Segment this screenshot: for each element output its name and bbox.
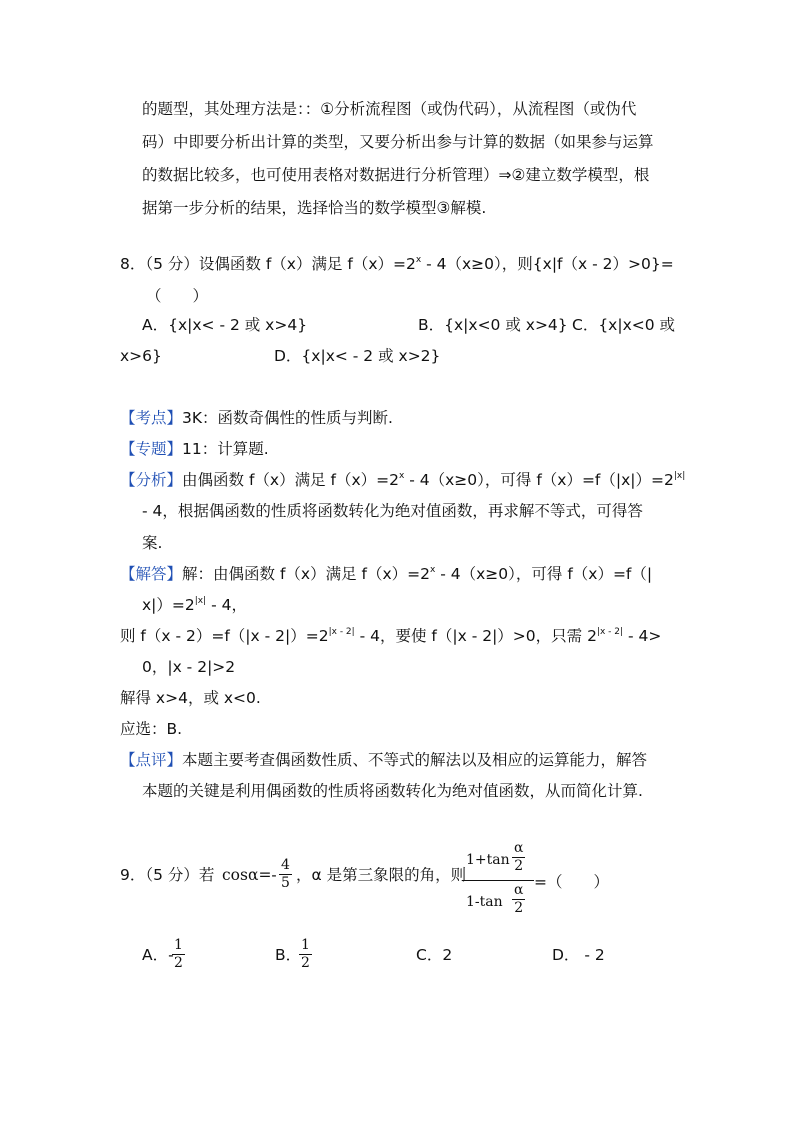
q9-mid: ，α 是第三象限的角，则 xyxy=(296,866,467,884)
intro-line-4: 据第一步分析的结果，选择恰当的数学模型③解模. xyxy=(142,199,487,217)
q9-frac-den: 5 xyxy=(281,875,290,891)
q8-option-d: D．{x|x< - 2 或 x>2} xyxy=(274,347,441,365)
q9-half-bot-num: α xyxy=(514,882,524,898)
zhuanti-tag: 【专题】 xyxy=(120,440,183,458)
q9-option-a-frac xyxy=(172,937,185,972)
q8-stem xyxy=(120,253,674,275)
q8-stem-a: 8．（5 分）设偶函数 f（x）满足 f（x）=2 xyxy=(120,255,416,273)
q9-big-den: 1-tan xyxy=(466,894,503,910)
dianping-line-1 xyxy=(120,749,647,771)
intro-line-2: 码）中即要分析出计算的类型，又要分析出参与计算的数据（如果参与运算 xyxy=(142,133,654,151)
q9-num: 9．（5 分）若 xyxy=(120,866,215,884)
fenxi-b: - 4（x≥0），可得 f（x）=f（|x|）=2 xyxy=(404,471,674,489)
q9-option-c: C．2 xyxy=(416,946,453,964)
q9-opt-a-den: 2 xyxy=(174,955,183,971)
solution-line-6: 应选：B. xyxy=(120,720,183,738)
jieda-line-2 xyxy=(142,594,247,616)
dianping-line-2: 本题的关键是利用偶函数的性质将函数转化为绝对值函数，从而简化计算. xyxy=(142,782,643,800)
sol3-c: - 4> xyxy=(623,627,662,645)
fenxi-tag: 【分析】 xyxy=(120,471,183,489)
q9-cos xyxy=(222,864,277,886)
solution-line-5: 解得 x>4，或 x<0. xyxy=(120,689,261,707)
q9-half-bot xyxy=(512,882,525,917)
q9-half-top-num: α xyxy=(514,840,524,856)
fenxi-line-2: - 4，根据偶函数的性质将函数转化为绝对值函数，再求解不等式，可得答 xyxy=(142,502,643,520)
q8-stem-b: - 4（x≥0），则{x|f（x - 2）>0}= xyxy=(421,255,674,273)
q9-half-top xyxy=(512,840,525,875)
jieda-sup1: x xyxy=(429,564,436,575)
q9-big-bar xyxy=(462,880,534,881)
q8-option-c-cont: x>6} xyxy=(120,347,162,365)
fenxi-a: 由偶函数 f（x）满足 f（x）=2 xyxy=(182,471,399,489)
q9-eq: =- xyxy=(258,866,277,884)
kaodian-tag: 【考点】 xyxy=(120,409,183,427)
q9-fraction xyxy=(279,857,292,892)
intro-line-3: 的数据比较多，也可使用表格对数据进行分析管理）⇒②建立数学模型，根 xyxy=(142,166,650,184)
solution-line-4: 0，|x - 2|>2 xyxy=(142,658,236,676)
q8-paren: （ ） xyxy=(146,287,209,305)
fenxi-line-1 xyxy=(120,469,685,491)
fenxi-sup2: |x| xyxy=(673,470,686,481)
q9-alpha: α xyxy=(247,866,259,884)
q9-opt-b-den: 2 xyxy=(301,955,310,971)
kaodian-text: 3K：函数奇偶性的性质与判断. xyxy=(182,409,393,427)
q9-opt-a-num: 1 xyxy=(174,937,183,953)
q9-big-num: 1+tan xyxy=(466,852,510,868)
sol3-b: - 4，要使 f（|x - 2|）>0，只需 2 xyxy=(354,627,597,645)
jieda-line2-b: - 4， xyxy=(206,596,247,614)
q9-opt-b-num: 1 xyxy=(301,937,310,953)
dianping-1: 本题主要考查偶函数性质、不等式的解法以及相应的运算能力，解答 xyxy=(182,751,648,769)
q9-option-b-frac xyxy=(299,937,312,972)
jieda-line2-a: x|）=2 xyxy=(142,596,195,614)
sol3-sup2: |x - 2| xyxy=(596,626,624,637)
q9-half-bot-den: 2 xyxy=(514,900,524,916)
solution-line-3 xyxy=(120,625,661,647)
fenxi-line-3: 案. xyxy=(142,534,163,552)
q9-option-a-label: A．- xyxy=(142,946,174,964)
q8-option-c: C．{x|x<0 或 xyxy=(572,316,676,334)
intro-line-1: 的题型，其处理方法是：：①分析流程图（或伪代码），从流程图（或伪代 xyxy=(142,100,637,118)
q8-option-a: A．{x|x< - 2 或 x>4} xyxy=(142,316,308,334)
q9-option-b-label: B． xyxy=(275,946,302,964)
q9-frac-num: 4 xyxy=(281,857,290,873)
zhuanti-line xyxy=(120,438,269,460)
q8-option-b: B．{x|x<0 或 x>4} xyxy=(418,316,568,334)
q9-tail: =（ ） xyxy=(534,873,609,891)
jieda-b: - 4（x≥0），可得 f（x）=f（| xyxy=(435,565,653,583)
sol3-a: 则 f（x - 2）=f（|x - 2|）=2 xyxy=(120,627,329,645)
q9-cos-text: cos xyxy=(222,866,248,884)
kaodian-line xyxy=(120,407,393,429)
q9-option-d: D． - 2 xyxy=(552,946,605,964)
q8-stem-sup: x xyxy=(415,254,422,265)
sol3-sup: |x - 2| xyxy=(328,626,355,637)
jieda-line-1 xyxy=(120,563,652,585)
fenxi-sup1: x xyxy=(398,470,405,481)
dianping-tag: 【点评】 xyxy=(120,751,183,769)
jieda-line2-sup: |x| xyxy=(194,595,207,606)
jieda-tag: 【解答】 xyxy=(120,565,183,583)
zhuanti-text: 11：计算题. xyxy=(182,440,269,458)
jieda-a: 解：由偶函数 f（x）满足 f（x）=2 xyxy=(182,565,430,583)
q9-half-top-den: 2 xyxy=(514,858,524,874)
